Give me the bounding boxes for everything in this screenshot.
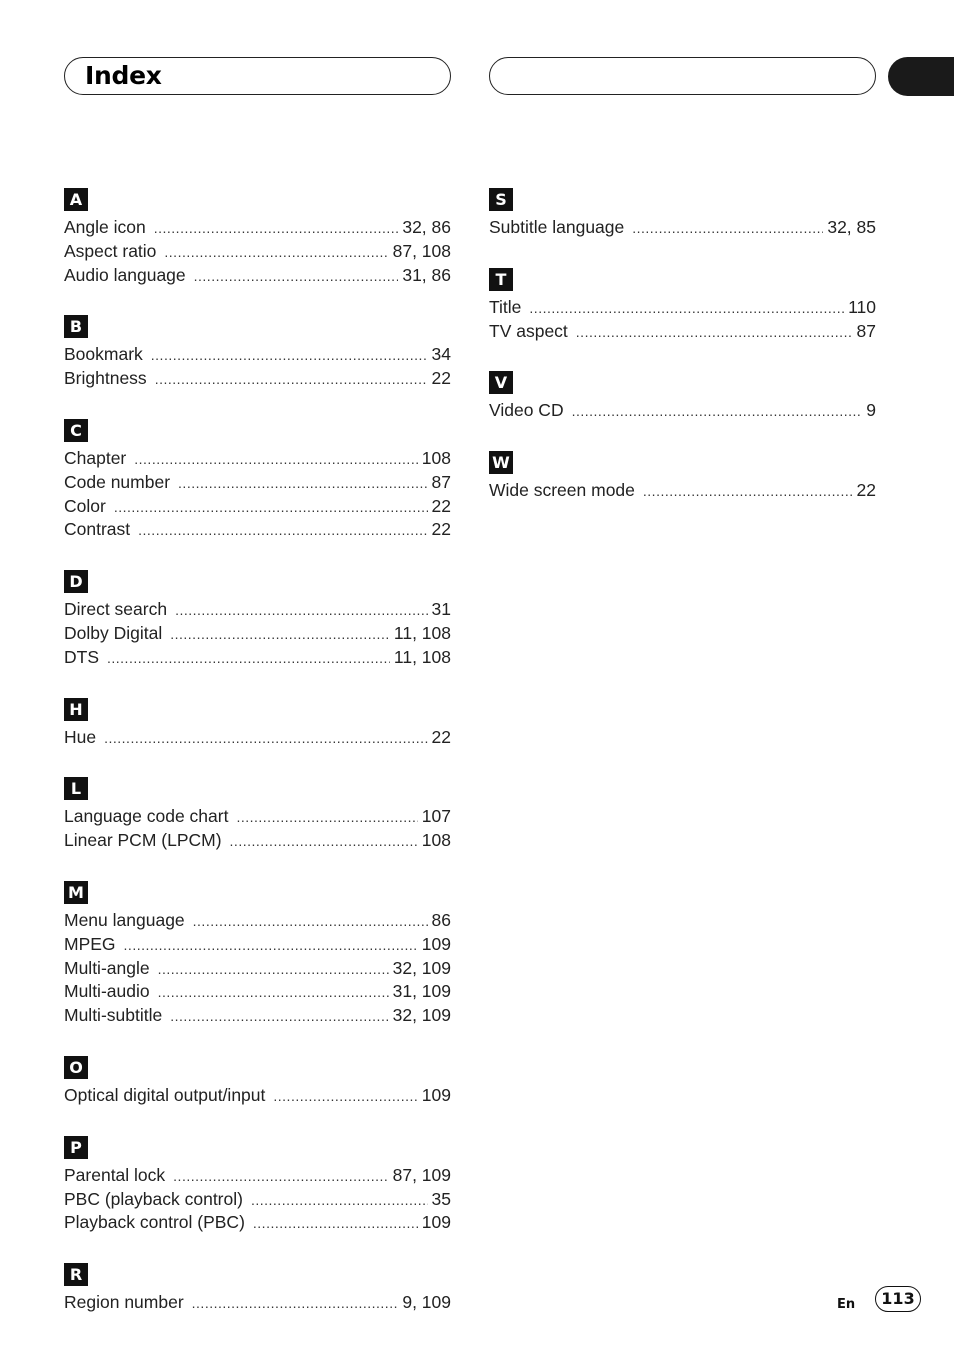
entry-term: Color [64,495,106,516]
entry-term: PBC (playback control) [64,1188,243,1209]
dot-leader [253,1212,418,1236]
index-entry [64,1188,451,1212]
dot-leader [236,806,417,830]
section-letter: H [64,698,88,721]
index-entry [64,471,451,495]
entry-term: Aspect ratio [64,240,157,261]
index-entry [64,264,451,288]
entry-term: Title [489,296,522,317]
entry-term: Code number [64,471,171,492]
dot-leader [572,400,863,424]
index-section-s [489,188,876,240]
section-letter: V [489,371,513,394]
dot-leader [194,265,399,289]
section-letter: O [64,1056,88,1079]
entry-pages: 32, 86 [402,217,451,237]
entry-pages: 22 [431,495,451,516]
index-entry [64,1084,451,1108]
index-section-p [64,1136,451,1235]
entry-pages: 34 [431,344,451,365]
index-section-t [489,268,876,344]
entry-term: Video CD [489,400,564,421]
index-entry [64,909,451,933]
index-entry [489,399,876,423]
entry-pages: 110 [848,296,876,317]
index-entry [64,957,451,981]
index-entry [64,598,451,622]
index-entry [64,216,451,240]
entry-pages: 87 [856,320,876,341]
entry-term: Direct search [64,599,168,620]
index-entry [64,622,451,646]
entry-pages: 31, 86 [402,264,451,285]
index-entry [64,646,451,670]
dot-leader [107,647,390,671]
entry-pages: 109 [421,933,451,954]
index-entry [64,1211,451,1235]
index-entry [64,1291,451,1315]
dot-leader [173,1165,388,1189]
entry-term: Playback control (PBC) [64,1212,245,1233]
dot-leader [193,910,428,934]
index-section-l [64,777,451,853]
dot-leader [154,217,399,241]
entry-term: Multi-audio [64,981,150,1002]
index-entry [64,726,451,750]
section-letter: L [64,777,88,800]
dot-leader [138,519,427,543]
entry-pages: 22 [431,726,451,747]
entry-term: Dolby Digital [64,622,163,643]
entry-term: Subtitle language [489,217,625,237]
dot-leader [124,934,418,958]
index-entry [64,495,451,519]
section-letter: T [489,268,513,291]
section-letter: M [64,881,88,904]
dot-leader [576,321,853,345]
dot-leader [114,496,428,520]
dot-leader [164,241,388,265]
entry-pages: 11, 108 [393,622,451,643]
dot-leader [529,297,844,321]
entry-pages: 22 [856,480,876,501]
entry-pages: 109 [421,1212,451,1233]
index-column-right [489,188,876,531]
dot-leader [251,1189,428,1213]
index-entry [489,479,876,503]
header-title-box [64,57,451,95]
dot-leader [192,1292,399,1316]
section-letter: C [64,419,88,442]
entry-pages: 35 [431,1188,451,1209]
section-tab-marker [888,57,954,96]
entry-pages: 87, 109 [392,1164,451,1185]
dot-leader [170,1005,388,1029]
index-section-v [489,371,876,423]
entry-pages: 31 [431,599,451,620]
header-blank-box [489,57,876,95]
index-entry [64,343,451,367]
index-entry [64,1164,451,1188]
entry-term: Wide screen mode [489,480,635,501]
entry-pages: 32, 109 [392,1005,451,1026]
entry-term: Chapter [64,447,127,468]
entry-term: Language code chart [64,806,229,827]
entry-pages: 109 [421,1084,451,1105]
entry-pages: 32, 85 [827,217,876,237]
dot-leader [151,344,428,368]
entry-term: MPEG [64,933,116,954]
entry-pages: 108 [421,447,451,468]
index-section-w [489,451,876,503]
dot-leader [273,1085,417,1109]
section-letter: W [489,451,513,474]
entry-pages: 9, 109 [402,1292,451,1313]
index-entry [64,933,451,957]
index-section-a [64,188,451,287]
index-entry [64,980,451,1004]
entry-pages: 22 [431,519,451,540]
entry-pages: 86 [431,909,451,930]
index-section-c [64,419,451,542]
dot-leader [632,217,823,241]
index-entry [64,240,451,264]
index-section-h [64,698,451,750]
section-letter: A [64,188,88,211]
dot-leader [170,623,390,647]
index-entry [489,320,876,344]
section-letter: B [64,315,88,338]
page-number: 113 [875,1286,921,1312]
entry-pages: 107 [421,806,451,827]
entry-term: Multi-angle [64,957,150,978]
entry-term: Brightness [64,368,147,389]
entry-term: Multi-subtitle [64,1005,163,1026]
entry-term: Menu language [64,909,185,930]
entry-term: Optical digital output/input [64,1084,266,1105]
dot-leader [158,958,389,982]
entry-term: DTS [64,646,99,667]
dot-leader [155,368,428,392]
index-entry [64,367,451,391]
page-title: Index [85,61,162,90]
index-entry [64,447,451,471]
section-letter: S [489,188,513,211]
dot-leader [230,830,418,854]
dot-leader [175,599,427,623]
section-letter: P [64,1136,88,1159]
index-section-d [64,570,451,669]
index-entry [64,829,451,853]
entry-pages: 9 [866,400,876,421]
entry-pages: 32, 109 [392,957,451,978]
dot-leader [158,981,389,1005]
entry-term: Bookmark [64,344,143,365]
dot-leader [178,472,427,496]
index-entry [489,296,876,320]
entry-term: Region number [64,1292,184,1313]
index-entry [64,1004,451,1028]
dot-leader [134,448,418,472]
entry-pages: 22 [431,368,451,389]
entry-term: Audio language [64,264,186,285]
index-section-r [64,1263,451,1315]
dot-leader [643,480,853,504]
dot-leader [104,727,427,751]
entry-pages: 87 [431,471,451,492]
entry-pages: 87, 108 [392,240,451,261]
entry-term: Contrast [64,519,131,540]
index-entry [489,216,876,240]
entry-term: Linear PCM (LPCM) [64,830,222,851]
index-column-left [64,188,451,1343]
index-entry [64,518,451,542]
entry-pages: 11, 108 [393,646,451,667]
entry-term: TV aspect [489,320,568,341]
section-letter: R [64,1263,88,1286]
section-letter: D [64,570,88,593]
index-section-o [64,1056,451,1108]
index-entry [64,805,451,829]
entry-term: Parental lock [64,1164,166,1185]
entry-term: Angle icon [64,217,146,237]
index-section-m [64,881,451,1028]
entry-term: Hue [64,726,97,747]
entry-pages: 108 [421,830,451,851]
entry-pages: 31, 109 [392,981,451,1002]
index-section-b [64,315,451,391]
language-code: En [837,1297,856,1312]
